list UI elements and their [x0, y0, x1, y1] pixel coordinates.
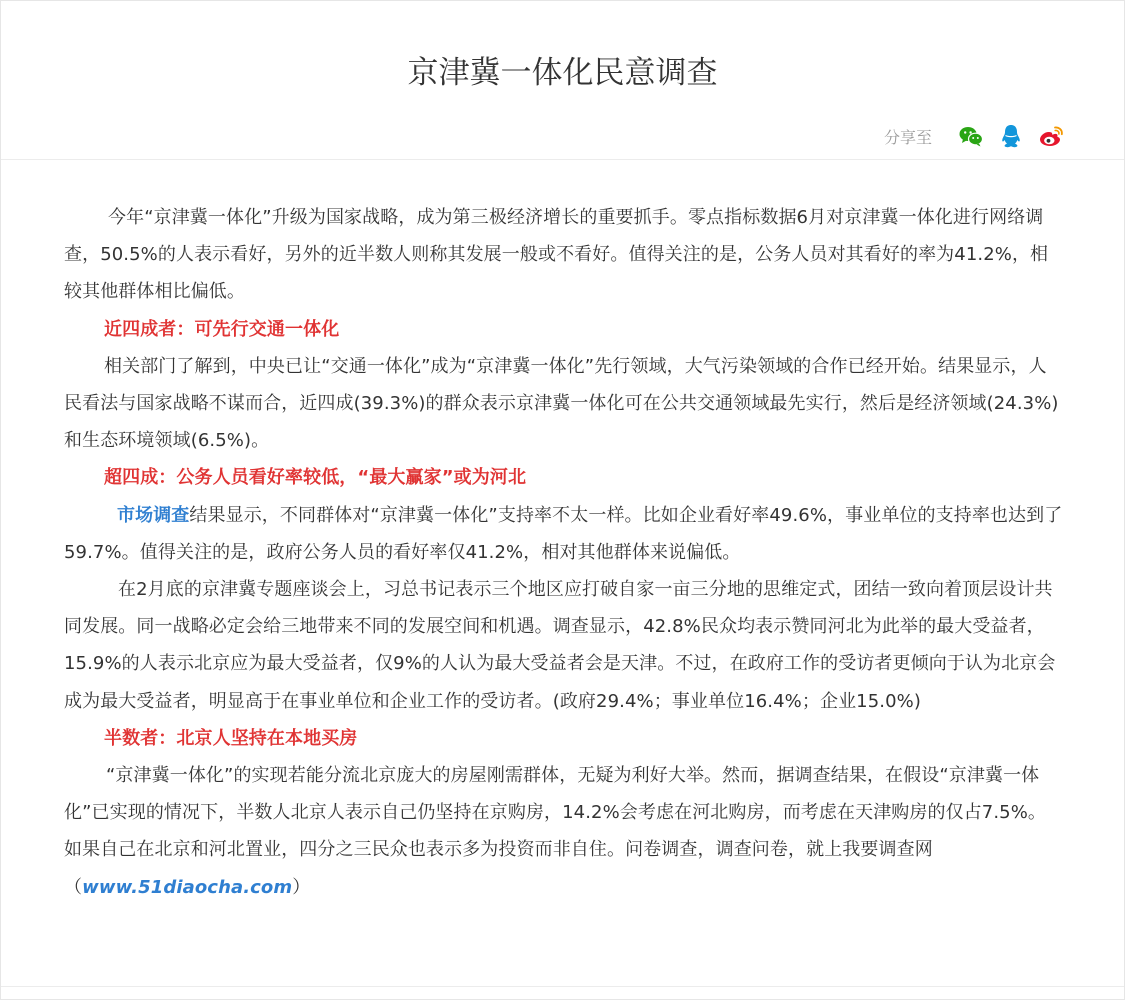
paragraph-intro: 今年“京津冀一体化”升级为国家战略，成为第三极经济增长的重要抓手。零点指标数据6月对京津冀一体化进行网络调查，50.5%的人表示看好，另外的近半数人则称其发展一般或不看好。值得关注的是，公务人员对其看好的率为41.2%，相较其他群体相比偏低。 [64, 207, 1049, 303]
share-bar [884, 121, 1064, 151]
paragraph-housing [64, 757, 1064, 906]
wechat-icon[interactable] [958, 123, 984, 149]
market-survey-link[interactable]: 市场调查 [117, 504, 190, 526]
article-title: 京津冀一体化民意调查 [407, 55, 718, 91]
paragraph-beneficiaries: 在2月底的京津冀专题座谈会上，习总书记表示三个地区应打破自家一亩三分地的思维定式，团结一致向着顶层设计共同发展。同一战略必定会给三地带来不同的发展空间和机遇。调查显示，42.8%民众均表示赞同河北为此举的最大受益者，15.9%的人表示北京应为最大受益者，仅9%的人认为最大受益者会是天津。不过，在政府工作的受访者更倾向于认为北京会成为最大受益者，明显高于在事业单位和企业工作的受访者。(政府29.4%；事业单位16.4%；企业15.0%) [64, 579, 1056, 712]
paragraph-housing-text: “京津冀一体化”的实现若能分流北京庞大的房屋刚需群体，无疑为利好大举。然而，据调查结果，在假设“京津冀一体化”已实现的情况下，半数人北京人表示自己仍坚持在京购房，14.2%会考虑在河北购房，而考虑在天津购房的仅占7.5%。如果自己在北京和河北置业，四分之三民众也表示多为投资而非自住。问卷调查，调查问卷，就上我要调查网（ [64, 765, 1047, 898]
qq-icon[interactable] [998, 123, 1024, 149]
site-link[interactable]: www.51diaocha.com [82, 876, 293, 898]
paragraph-support-rates-text: 结果显示，不同群体对“京津冀一体化”支持率不太一样。比如企业看好率49.6%，事业单位的支持率也达到了59.7%。值得关注的是，政府公务人员的看好率仅41.2%，相对其他群体来说偏低。 [64, 504, 1063, 563]
paragraph-transport: 相关部门了解到，中央已让“交通一体化”成为“京津冀一体化”先行领域，大气污染领域的合作已经开始。结果显示，人民看法与国家战略不谋而合，近四成(39.3%)的群众表示京津冀一体化可在公共交通领域最先实行，然后是经济领域(24.3%)和生态环境领域(6.5%)。 [64, 355, 1059, 452]
section-heading-housing: 半数者：北京人坚持在本地买房 [104, 727, 358, 749]
article-header [1, 1, 1124, 160]
article-body [64, 199, 1064, 906]
paragraph-support-rates [64, 497, 1064, 571]
section-heading-transport: 近四成者：可先行交通一体化 [104, 318, 340, 340]
share-label: 分享至 [883, 127, 932, 147]
footer-divider [1, 986, 1124, 987]
weibo-icon[interactable] [1038, 123, 1064, 149]
paragraph-housing-end: ） [292, 876, 311, 898]
section-heading-civil-servants: 超四成：公务人员看好率较低，“最大赢家”或为河北 [104, 467, 527, 489]
